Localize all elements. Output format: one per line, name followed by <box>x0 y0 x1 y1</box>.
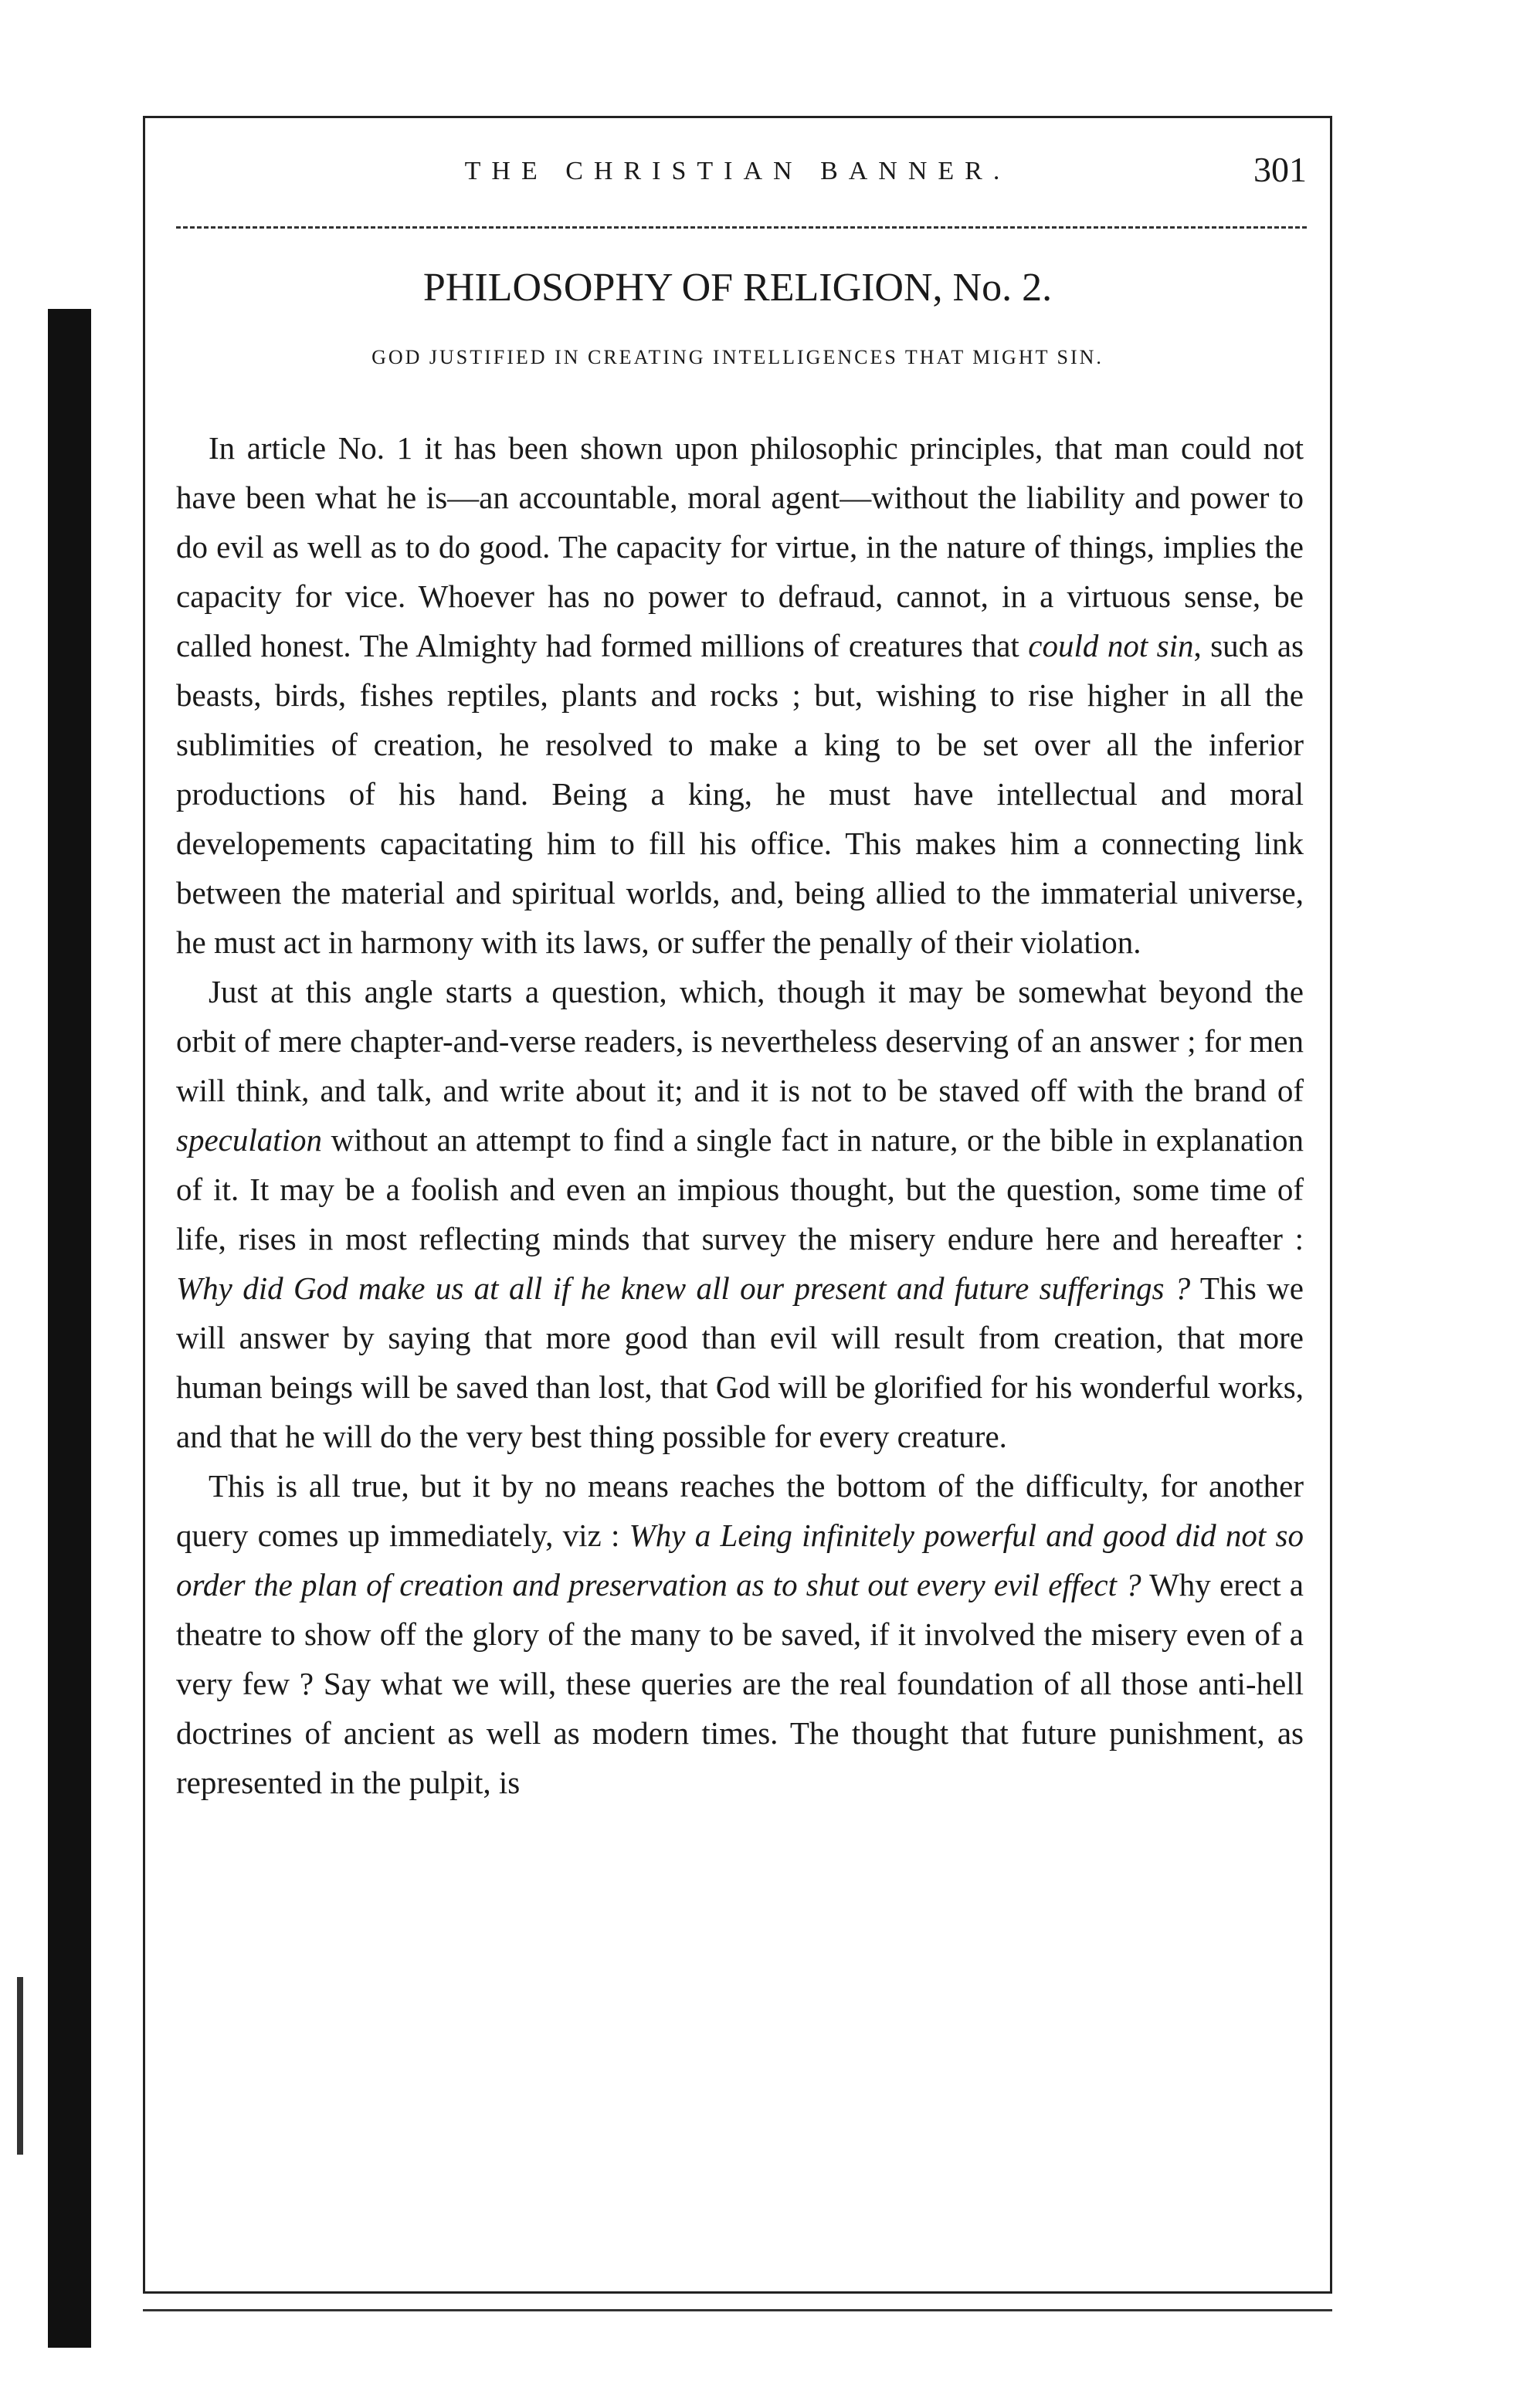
page-frame <box>143 116 1332 2294</box>
binding-edge-shadow <box>48 309 91 2348</box>
p1-text-a: In article No. 1 it has been shown upon philosophic principles, that man could not have been what he is—an accountable, moral agent—without the liability and power to do evil as well as to do good. The capacity for virtue, in the nature of things, implies the capacity for vice. Whoever has no power to defraud, cannot, in a virtuous sense, be called honest. The Almighty had formed millions of creatures that <box>176 430 1304 663</box>
p2-italic-question: Why did God make us at all if he knew all our present and future sufferings ? <box>176 1270 1191 1306</box>
bottom-rule <box>143 2309 1332 2311</box>
p1-italic-could-not-sin: could not sin <box>1028 628 1194 663</box>
p2-text-b: without an attempt to find a single fact in nature, or the bible in explanation of it. It may be a foolish and even an impious thought, but the question, some time of life, rises in most reflecting minds that survey the misery endure here and hereafter : <box>176 1122 1304 1256</box>
page-number: 301 <box>1253 150 1307 189</box>
article-body <box>176 423 1304 1807</box>
p3-text-a: This is all true, but it by no means reaches the bottom of the difficulty, for another query comes up immediately, viz : <box>176 1468 1304 1553</box>
p2-text-c: This we will answer by saying that more good than evil will result from creation, that more human beings will be saved than lost, that God will be glorified for his wonderful works, and that he will do the very best thing possible for every creature. <box>176 1270 1304 1454</box>
paragraph-2 <box>176 967 1304 1461</box>
article-subtitle: GOD JUSTIFIED IN CREATING INTELLIGENCES THAT MIGHT SIN. <box>371 346 1104 368</box>
header-rule <box>176 226 1307 229</box>
p2-italic-speculation: speculation <box>176 1122 323 1158</box>
p1-text-b: , such as beasts, birds, fishes reptiles, plants and rocks ; but, wishing to rise higher in all the sublimities of creation, he resolved to make a king to be set over all the inferior productions of his hand. Being a king, he must have intellectual and moral developements capacitating him to fill his office. This makes him a connecting link between the material and spiritual worlds, and, being allied to the immaterial universe, he must act in harmony with its laws, or suffer the penally of their violation. <box>176 628 1304 960</box>
p3-text-b: Why erect a theatre to show off the glory of the many to be saved, if it involved the misery even of a very few ? Say what we will, these queries are the real foundation of all those anti-hell doctrines of ancient as well as modern times. The thought that future punishment, as represented in the pulpit, is <box>176 1567 1304 1800</box>
paragraph-1 <box>176 423 1304 967</box>
page-header <box>145 150 1330 203</box>
paragraph-3 <box>176 1461 1304 1807</box>
p3-italic-question: Why a Leing infinitely powerful and good did not so order the plan of creation and preservation as to shut out every evil effect ? <box>176 1518 1304 1602</box>
running-title: THE CHRISTIAN BANNER. <box>464 157 1011 185</box>
binding-edge-mark <box>17 1977 23 2155</box>
p2-text-a: Just at this angle starts a question, which, though it may be somewhat beyond the orbit of mere chapter-and-verse readers, is nevertheless deserving of an answer ; for men will think, and talk, and write about it; and it is not to be staved off with the brand of <box>176 974 1304 1108</box>
article-title: PHILOSOPHY OF RELIGION, No. 2. <box>422 266 1053 310</box>
